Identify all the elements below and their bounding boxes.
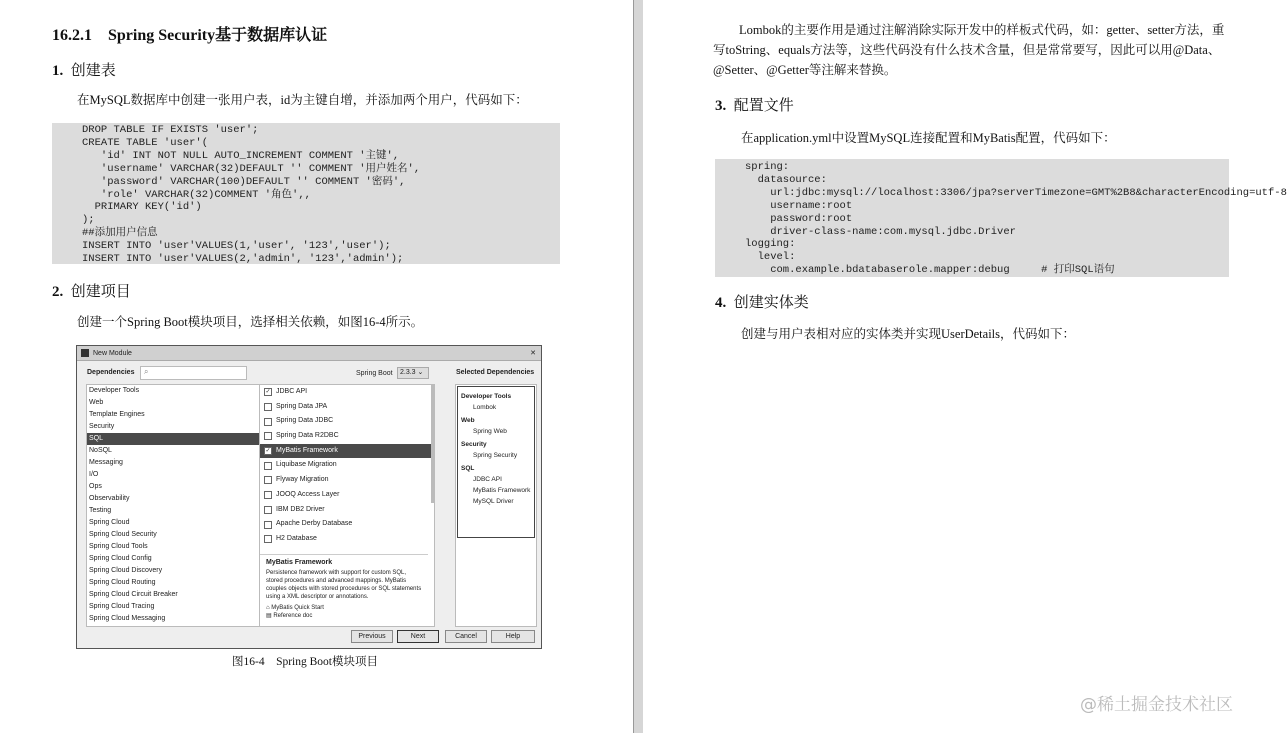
module-label: Apache Derby Database xyxy=(276,520,353,528)
module-label: Flyway Migration xyxy=(276,476,329,484)
step-number: 4. xyxy=(715,295,727,311)
category-item[interactable]: Spring Cloud Routing xyxy=(89,579,156,586)
step-title: 创建项目 xyxy=(70,284,131,300)
step3-text: 在application.yml中设置MySQL连接配置和MyBatis配置，代码如下： xyxy=(741,131,1116,145)
step-title: 配置文件 xyxy=(733,98,794,114)
cancel-button[interactable]: Cancel xyxy=(445,630,487,643)
selected-dependency[interactable]: Lombok xyxy=(473,404,497,411)
module-description xyxy=(260,554,428,626)
module-item[interactable] xyxy=(260,503,434,518)
step4-heading xyxy=(715,291,809,312)
quickstart-link[interactable] xyxy=(266,604,422,612)
module-item[interactable] xyxy=(260,532,434,547)
new-module-dialog xyxy=(76,345,542,649)
category-item[interactable]: Spring Cloud Security xyxy=(89,531,157,538)
help-button[interactable]: Help xyxy=(491,630,535,643)
category-item[interactable]: Spring Cloud Tracing xyxy=(89,603,155,610)
category-item[interactable]: SQL xyxy=(87,433,260,445)
selected-dependency[interactable]: MyBatis Framework xyxy=(473,487,531,494)
module-label: Spring Data JPA xyxy=(276,402,328,410)
checkbox-checked[interactable]: ✓ xyxy=(265,448,271,455)
reference-doc-link[interactable] xyxy=(266,612,422,620)
checkbox[interactable] xyxy=(264,432,272,440)
document-icon: ▤ xyxy=(266,613,272,619)
checkbox[interactable] xyxy=(264,535,272,543)
category-item[interactable]: Messaging xyxy=(89,459,123,466)
watermark: @稀土掘金技术社区 xyxy=(1080,695,1233,715)
step-number: 1. xyxy=(52,63,64,79)
checkbox[interactable] xyxy=(264,462,272,470)
selected-dependency[interactable]: Spring Web xyxy=(473,428,507,435)
selected-group-title: Web xyxy=(461,417,475,424)
category-item[interactable]: Spring Cloud Config xyxy=(89,555,152,562)
scrollbar[interactable] xyxy=(431,385,434,503)
module-label: Spring Data R2DBC xyxy=(276,432,339,440)
module-item[interactable] xyxy=(260,444,434,459)
selected-dependencies-title: Selected Dependencies xyxy=(456,369,535,376)
search-input[interactable] xyxy=(140,366,247,380)
chevron-down-icon: ⌄ xyxy=(417,369,424,376)
checkbox-checked[interactable]: ✓ xyxy=(265,389,271,396)
module-item[interactable] xyxy=(260,488,434,503)
module-label: H2 Database xyxy=(276,534,317,542)
category-item[interactable]: Web xyxy=(89,399,104,406)
step4-text: 创建与用户表相对应的实体类并实现UserDetails，代码如下： xyxy=(741,327,1076,341)
module-item[interactable] xyxy=(260,414,434,429)
module-item[interactable] xyxy=(260,385,434,400)
step1-text: 在MySQL数据库中创建一张用户表，id为主键自增，并添加两个用户，代码如下： xyxy=(77,93,528,107)
category-item[interactable]: Ops xyxy=(89,483,102,490)
link-label: Reference doc xyxy=(273,613,313,619)
category-item[interactable]: I/O xyxy=(89,471,99,478)
search-icon: ⌕ xyxy=(144,367,149,376)
yml-code-block: spring: datasource: url:jdbc:mysql://localhost:3306/jpa?serverTimezone=GMT%2B8&characterEncoding=utf-8 username:root password:root driver-class-name:com.mysql.jdbc.Driver logging: level: com.example.bdatabaserole.mapper:debug # 打印SQL语句 xyxy=(715,159,1229,277)
category-list[interactable] xyxy=(86,384,261,627)
selected-dependency[interactable]: Spring Security xyxy=(473,452,518,459)
step2-text: 创建一个Spring Boot模块项目，选择相关依赖，如图16-4所示。 xyxy=(77,315,424,329)
spring-boot-version-select[interactable] xyxy=(397,367,429,379)
module-label: JDBC API xyxy=(276,388,308,395)
module-item[interactable] xyxy=(260,517,434,532)
selected-group-title: Developer Tools xyxy=(461,393,512,400)
selected-group-title: Security xyxy=(461,441,487,448)
category-item[interactable]: Spring Cloud Tools xyxy=(89,543,148,550)
module-item[interactable] xyxy=(260,429,434,444)
step-number: 2. xyxy=(52,284,64,300)
sql-code-block: DROP TABLE IF EXISTS 'user'; CREATE TABLE 'user'( 'id' INT NOT NULL AUTO_INCREMENT COMMENT '主键', 'username' VARCHAR(32)DEFAULT '' COMMENT '用户姓名', 'password' VARCHAR(100)DEFAULT '' COMMENT '密码', 'role' VARCHAR(32)COMMENT '角色',, PRIMARY KEY('id') ); ##添加用户信息 INSERT INTO 'user'VALUES(1,'user', '123','user'); INSERT INTO 'user'VALUES(2,'admin', '123','admin'); xyxy=(52,123,560,264)
module-list[interactable] xyxy=(259,384,435,627)
figure-caption: 图16-4 Spring Boot模块项目 xyxy=(232,656,378,668)
category-item[interactable]: Security xyxy=(89,423,115,430)
category-item[interactable]: Spring Cloud Circuit Breaker xyxy=(89,591,178,598)
selected-dependency[interactable]: JDBC API xyxy=(473,476,502,483)
selected-group-title: SQL xyxy=(461,465,475,472)
description-title: MyBatis Framework xyxy=(266,559,333,566)
module-label: MyBatis Framework xyxy=(276,446,338,454)
close-icon[interactable]: ✕ xyxy=(530,350,536,357)
category-item[interactable]: NoSQL xyxy=(89,447,112,454)
module-item[interactable] xyxy=(260,458,434,473)
selected-dependency[interactable]: MySQL Driver xyxy=(473,498,514,505)
selected-dependencies-panel xyxy=(455,384,537,627)
module-item[interactable] xyxy=(260,400,434,415)
description-text: Persistence framework with support for custom SQL, stored procedures and advanced mappings. MyBatis couples objects with stored procedures or SQL statements using a XML descriptor or annotations. xyxy=(266,570,422,600)
dialog-titlebar xyxy=(77,346,541,361)
dependencies-label: Dependencies xyxy=(87,369,135,376)
step-title: 创建表 xyxy=(70,63,116,79)
home-icon: ⌂ xyxy=(266,605,270,611)
category-item[interactable]: Developer Tools xyxy=(89,387,140,394)
step-number: 3. xyxy=(715,98,727,114)
next-button[interactable]: Next xyxy=(397,630,439,643)
checkbox[interactable] xyxy=(264,491,272,499)
previous-button[interactable]: Previous xyxy=(351,630,393,643)
dialog-title: New Module xyxy=(93,349,132,357)
checkbox[interactable] xyxy=(264,521,272,529)
link-label: MyBatis Quick Start xyxy=(271,605,324,611)
category-item[interactable]: Spring Cloud Messaging xyxy=(89,615,166,622)
version-value: 2.3.3 xyxy=(400,369,416,376)
checkbox[interactable] xyxy=(264,476,272,484)
section-title: 16.2.1 Spring Security基于数据库认证 xyxy=(52,27,328,44)
step2-heading xyxy=(52,280,131,301)
category-item[interactable]: Spring Cloud xyxy=(89,519,130,526)
checkbox[interactable] xyxy=(264,506,272,514)
right-page xyxy=(643,0,1287,733)
module-label: Spring Data JDBC xyxy=(276,417,334,425)
module-item[interactable] xyxy=(260,473,434,488)
lombok-paragraph: Lombok的主要作用是通过注解消除实际开发中的样板式代码，如：getter、setter方法，重写toString、equals方法等，这些代码没有什么技术含量，但是常常要写，因此可以用@Data、@Setter、@Getter等注解来替换。 xyxy=(713,23,1225,77)
category-item[interactable]: Spring Cloud Discovery xyxy=(89,567,163,574)
module-label: JOOQ Access Layer xyxy=(276,490,340,498)
category-item[interactable]: Template Engines xyxy=(89,411,145,418)
checkbox[interactable] xyxy=(264,418,272,426)
left-page xyxy=(0,0,633,733)
step3-heading xyxy=(715,94,794,115)
intellij-logo-icon xyxy=(81,349,89,357)
checkbox[interactable] xyxy=(264,403,272,411)
category-item[interactable]: Testing xyxy=(89,507,112,514)
module-label: IBM DB2 Driver xyxy=(276,505,325,513)
category-item[interactable]: Observability xyxy=(89,495,130,502)
step1-heading xyxy=(52,59,116,80)
step-title: 创建实体类 xyxy=(733,295,809,311)
spring-boot-label: Spring Boot xyxy=(356,370,393,377)
module-label: Liquibase Migration xyxy=(276,461,337,469)
